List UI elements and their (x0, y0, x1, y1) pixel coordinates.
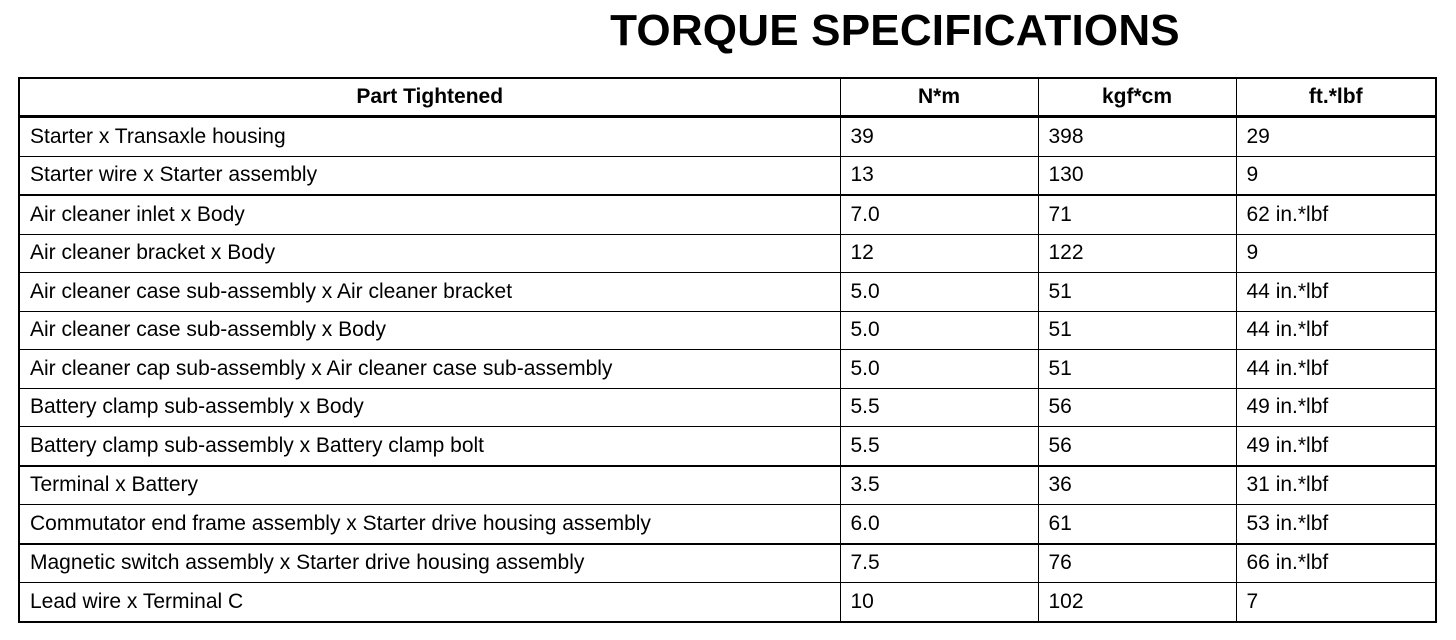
nm-cell: 10 (840, 583, 1038, 622)
part-cell: Commutator end frame assembly x Starter drive housing assembly (19, 505, 840, 544)
nm-cell: 13 (840, 156, 1038, 195)
kgfcm-cell: 102 (1038, 583, 1236, 622)
ftlbf-cell: 31 in.*lbf (1236, 466, 1436, 505)
table-row (19, 427, 1436, 466)
table-row (19, 234, 1436, 273)
nm-cell: 5.5 (840, 388, 1038, 427)
part-cell: Air cleaner cap sub-assembly x Air cleaner case sub-assembly (19, 350, 840, 389)
page-title: TORQUE SPECIFICATIONS (610, 6, 1180, 55)
ftlbf-cell: 7 (1236, 583, 1436, 622)
nm-cell: 5.0 (840, 273, 1038, 312)
part-cell: Battery clamp sub-assembly x Body (19, 388, 840, 427)
kgfcm-cell: 71 (1038, 195, 1236, 234)
kgfcm-cell: 61 (1038, 505, 1236, 544)
nm-cell: 5.0 (840, 311, 1038, 350)
kgfcm-cell: 36 (1038, 466, 1236, 505)
part-cell: Air cleaner inlet x Body (19, 195, 840, 234)
table-row (19, 156, 1436, 195)
kgfcm-cell: 130 (1038, 156, 1236, 195)
table-row (19, 466, 1436, 505)
ftlbf-cell: 9 (1236, 234, 1436, 273)
table-row (19, 117, 1436, 157)
ftlbf-cell: 44 in.*lbf (1236, 273, 1436, 312)
table-row (19, 350, 1436, 389)
part-cell: Magnetic switch assembly x Starter drive housing assembly (19, 544, 840, 583)
ftlbf-cell: 44 in.*lbf (1236, 350, 1436, 389)
kgfcm-cell: 76 (1038, 544, 1236, 583)
table-row (19, 273, 1436, 312)
table-row (19, 583, 1436, 622)
nm-cell: 5.0 (840, 350, 1038, 389)
nm-cell: 6.0 (840, 505, 1038, 544)
nm-cell: 5.5 (840, 427, 1038, 466)
table-row (19, 388, 1436, 427)
ftlbf-cell: 62 in.*lbf (1236, 195, 1436, 234)
nm-cell: 39 (840, 117, 1038, 157)
ftlbf-cell: 66 in.*lbf (1236, 544, 1436, 583)
nm-cell: 7.5 (840, 544, 1038, 583)
column-header-part-tightened: Part Tightened (19, 78, 840, 117)
nm-cell: 3.5 (840, 466, 1038, 505)
part-cell: Air cleaner case sub-assembly x Air cleaner bracket (19, 273, 840, 312)
part-cell: Terminal x Battery (19, 466, 840, 505)
part-cell: Air cleaner case sub-assembly x Body (19, 311, 840, 350)
kgfcm-cell: 56 (1038, 427, 1236, 466)
nm-cell: 12 (840, 234, 1038, 273)
ftlbf-cell: 53 in.*lbf (1236, 505, 1436, 544)
kgfcm-cell: 398 (1038, 117, 1236, 157)
table-row (19, 311, 1436, 350)
kgfcm-cell: 122 (1038, 234, 1236, 273)
kgfcm-cell: 51 (1038, 350, 1236, 389)
table-header-row (19, 78, 1436, 117)
column-header-kgf-cm: kgf*cm (1038, 78, 1236, 117)
nm-cell: 7.0 (840, 195, 1038, 234)
part-cell: Lead wire x Terminal C (19, 583, 840, 622)
ftlbf-cell: 49 in.*lbf (1236, 427, 1436, 466)
torque-specifications-table (18, 77, 1437, 623)
table-row (19, 505, 1436, 544)
part-cell: Battery clamp sub-assembly x Battery clamp bolt (19, 427, 840, 466)
ftlbf-cell: 44 in.*lbf (1236, 311, 1436, 350)
part-cell: Starter wire x Starter assembly (19, 156, 840, 195)
kgfcm-cell: 51 (1038, 273, 1236, 312)
ftlbf-cell: 9 (1236, 156, 1436, 195)
part-cell: Air cleaner bracket x Body (19, 234, 840, 273)
part-cell: Starter x Transaxle housing (19, 117, 840, 157)
kgfcm-cell: 51 (1038, 311, 1236, 350)
column-header-ft-lbf: ft.*lbf (1236, 78, 1436, 117)
kgfcm-cell: 56 (1038, 388, 1236, 427)
table-row (19, 195, 1436, 234)
column-header-newton-meters: N*m (840, 78, 1038, 117)
table-row (19, 544, 1436, 583)
ftlbf-cell: 29 (1236, 117, 1436, 157)
ftlbf-cell: 49 in.*lbf (1236, 388, 1436, 427)
